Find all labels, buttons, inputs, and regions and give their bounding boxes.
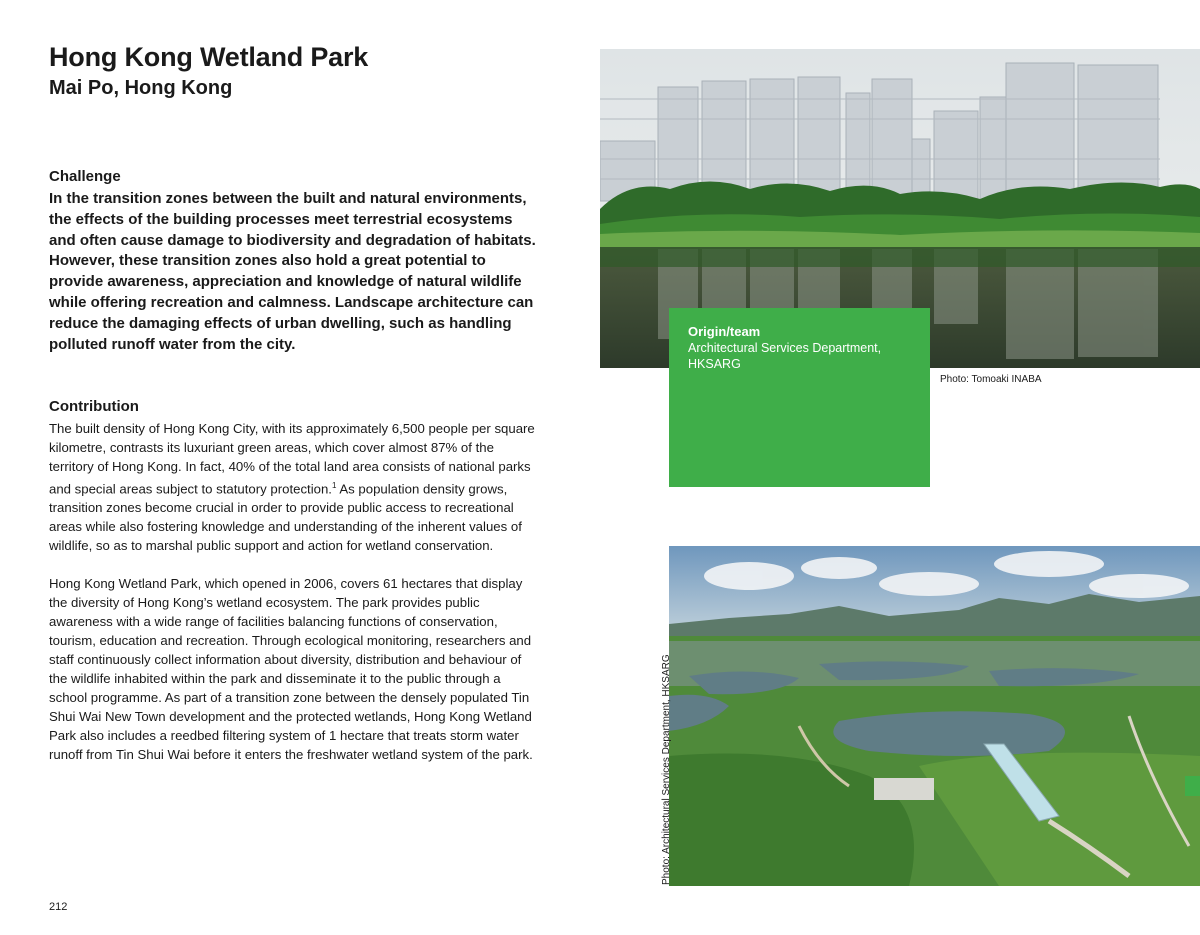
photo-credit-1: Photo: Tomoaki INABA <box>940 374 1042 385</box>
contribution-p1-text: The built density of Hong Kong City, with its approximately 6,500 people per square kilometre, contrasts its luxuriant green areas, which cover almost 87% of the territory of Hong Kong. In fact, 40% of the total land area consists of national parks and special areas subject to statutory protection. <box>49 421 535 497</box>
contribution-p1-text-continued: As population density grows, transition zones become crucial in order to provide public access to recreational areas while also fostering knowledge and understanding of the inherent values of wildlife, so as to marshal public support and action for wetland conservation. <box>49 481 522 554</box>
origin-team-box <box>669 308 930 487</box>
challenge-heading: Challenge <box>49 168 121 185</box>
page-number: 212 <box>49 901 68 913</box>
challenge-section <box>49 168 539 355</box>
photo-credit-2: Photo: Architectural Services Department, HKSARG <box>661 654 672 885</box>
page-title: Hong Kong Wetland Park <box>49 42 369 72</box>
green-edge-tab <box>1185 776 1200 796</box>
origin-value: Architectural Services Department, HKSARG <box>688 341 882 371</box>
contribution-paragraph-2: Hong Kong Wetland Park, which opened in 2006, covers 61 hectares that display the diversity of Hong Kong’s wetland ecosystem. The park provides public awareness with a wide range of facilities balancing functions of conservation, tourism, education and recreation. Through ecological monitoring, researchers and staff continuously collect information about diversity, distribution and behaviour of the wildlife inhabited within the park and disseminate it to the public through a school programme. As part of a transition zone between the densely populated Tin Shui Wai New Town development and the protected wetlands, Hong Kong Wetland Park also includes a reedbed filtering system of 1 hectare that treats storm water runoff from Tin Shui Wai before it enters the freshwater wetland system of the park. <box>49 576 533 763</box>
contribution-paragraph-1 <box>49 419 539 555</box>
page-subtitle: Mai Po, Hong Kong <box>49 77 233 99</box>
photo-aerial-wetland <box>669 546 1200 886</box>
contribution-section <box>49 398 539 783</box>
origin-label: Origin/team <box>688 324 761 339</box>
challenge-body: In the transition zones between the built and natural environments, the effects of the building processes meet terrestrial ecosystems and often cause damage to biodiversity and degradation of habitats. However, these transition zones also hold a great potential to provide awareness, appreciation and knowledge of natural wildlife while offering recreation and calmness. Landscape architecture can reduce the damaging effects of urban dwelling, such as handling polluted runoff water from the city. <box>49 190 536 353</box>
contribution-heading: Contribution <box>49 398 139 415</box>
footnote-mark: 1 <box>331 481 337 490</box>
